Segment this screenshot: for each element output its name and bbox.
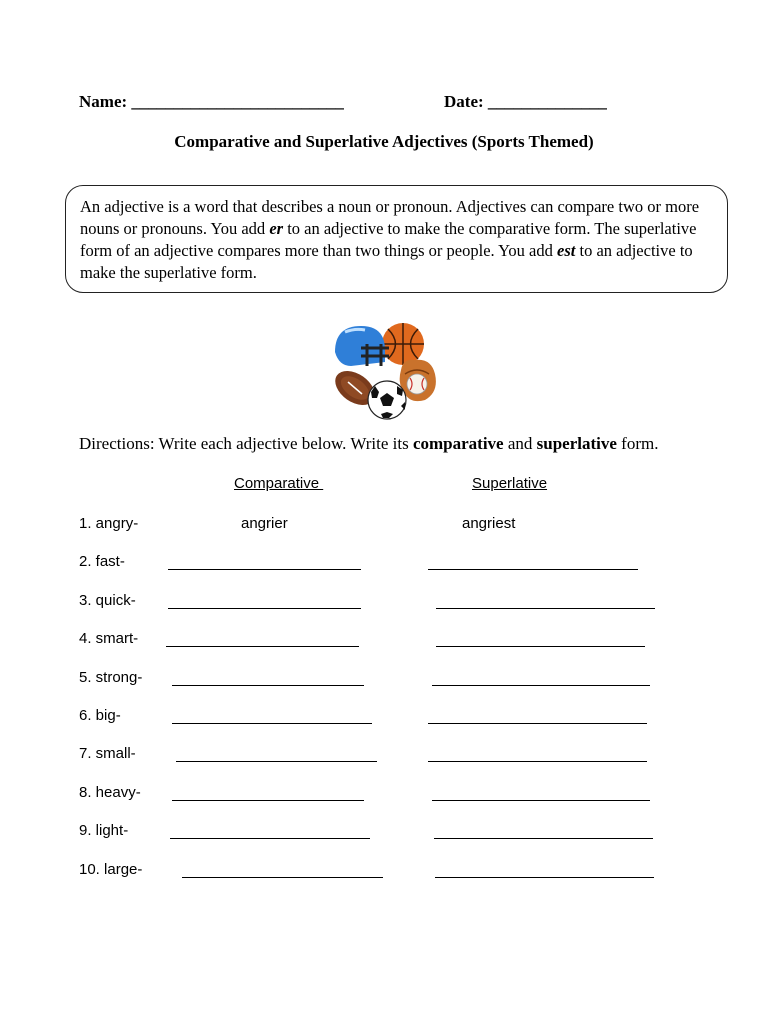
comparative-answer-blank[interactable]: [170, 838, 370, 839]
superlative-column-header: Superlative: [472, 475, 548, 492]
superlative-answer-blank[interactable]: [428, 723, 647, 724]
directions-part-1: Directions: Write each adjective below. Write its: [79, 434, 413, 453]
sports-balls-icon: [331, 322, 439, 422]
directions-text: [79, 434, 658, 454]
adjective-label: 2. fast-: [79, 553, 125, 570]
er-suffix: er: [269, 219, 284, 238]
comparative-answer-blank[interactable]: [176, 761, 377, 762]
date-field[interactable]: Date: ______________: [444, 92, 607, 111]
est-suffix: est: [557, 241, 576, 260]
superlative-answer-blank[interactable]: [432, 685, 650, 686]
adjective-label: 3. quick-: [79, 592, 136, 609]
adjective-label: 10. large-: [79, 861, 143, 878]
comparative-answer-blank[interactable]: [172, 800, 364, 801]
football-helmet-icon: [335, 326, 389, 366]
comparative-answer-blank[interactable]: [182, 877, 383, 878]
directions-part-2: and: [503, 434, 537, 453]
comparative-answer-blank[interactable]: [172, 685, 364, 686]
adjective-row: [0, 592, 768, 614]
definition-box: [65, 185, 728, 293]
superlative-answer-blank[interactable]: [436, 646, 645, 647]
comparative-answer-blank[interactable]: [168, 608, 361, 609]
superlative-answer-blank[interactable]: [436, 608, 655, 609]
basketball-icon: [382, 323, 424, 365]
directions-comparative: comparative: [412, 434, 504, 453]
adjective-label: 4. smart-: [79, 630, 139, 647]
comparative-answer-blank[interactable]: [168, 569, 361, 570]
directions-part-3: form.: [616, 434, 659, 453]
adjective-label: 7. small-: [79, 745, 136, 762]
adjective-label: 1. angry-: [79, 515, 139, 532]
adjective-row: [0, 707, 768, 729]
superlative-answer: angriest: [462, 515, 516, 532]
definition-text-3: to an adjective to make the superlative form.: [80, 241, 693, 282]
comparative-answer: angrier: [241, 515, 288, 532]
adjective-row: [0, 861, 768, 883]
adjective-row: [0, 553, 768, 575]
comparative-column-header: Comparative: [234, 475, 324, 492]
adjective-label: 9. light-: [79, 822, 129, 839]
adjective-row: [0, 669, 768, 691]
name-field[interactable]: Name: _________________________: [79, 92, 344, 111]
definition-text-2: to an adjective to make the comparative form. The superlative form of an adjective compares more than two things or people. You add: [80, 219, 697, 260]
adjective-label: 5. strong-: [79, 669, 143, 686]
adjective-row: [0, 630, 768, 652]
adjective-label: 6. big-: [79, 707, 121, 724]
superlative-answer-blank[interactable]: [428, 761, 647, 762]
soccer-ball-icon: [368, 381, 406, 419]
directions-superlative: superlative: [536, 434, 617, 453]
superlative-answer-blank[interactable]: [432, 800, 650, 801]
superlative-answer-blank[interactable]: [434, 838, 653, 839]
adjective-row: [0, 515, 768, 537]
adjective-label: 8. heavy-: [79, 784, 141, 801]
definition-text-1: An adjective is a word that describes a noun or pronoun. Adjectives can compare two or more nouns or pronouns. You add: [80, 197, 700, 238]
adjective-row: [0, 784, 768, 806]
comparative-answer-blank[interactable]: [166, 646, 359, 647]
comparative-answer-blank[interactable]: [172, 723, 372, 724]
superlative-answer-blank[interactable]: [435, 877, 654, 878]
superlative-answer-blank[interactable]: [428, 569, 638, 570]
page-title: Comparative and Superlative Adjectives (Sports Themed): [174, 132, 594, 151]
adjective-row: [0, 822, 768, 844]
adjective-row: [0, 745, 768, 767]
